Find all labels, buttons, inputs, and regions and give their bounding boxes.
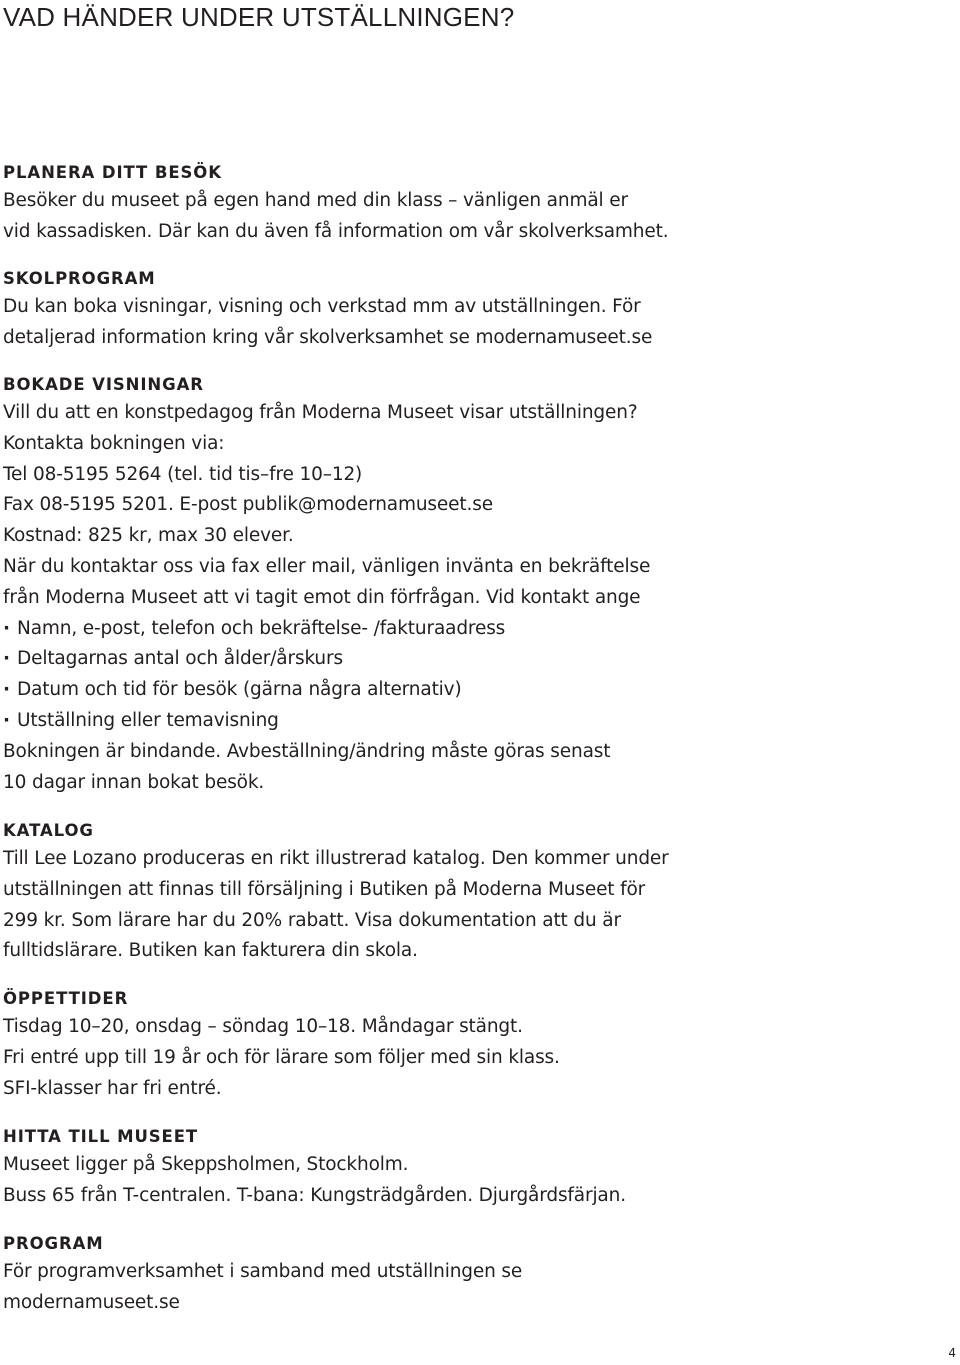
section-heading: ÖPPETTIDER <box>3 989 129 1008</box>
section-heading: PLANERA DITT BESÖK <box>3 163 222 182</box>
body-text-line: SFI-klasser har fri entré. <box>3 1077 222 1099</box>
list-item: · Namn, e-post, telefon och bekräftelse- /fakturaadress <box>3 614 943 645</box>
section-heading: HITTA TILL MUSEET <box>3 1127 199 1146</box>
body-text-line: Bokningen är bindande. Avbeställning/ändring måste göras senast <box>3 740 611 762</box>
body-text-line: Buss 65 från T-centralen. T-bana: Kungsträdgården. Djurgårdsfärjan. <box>3 1184 626 1206</box>
body-text-line: Kontakta bokningen via: <box>3 432 225 454</box>
section-skolprogram <box>3 266 943 354</box>
fax-email-line: Fax 08-5195 5201. E-post publik@modernamuseet.se <box>3 494 493 516</box>
body-text-line: Museet ligger på Skeppsholmen, Stockholm. <box>3 1154 409 1175</box>
section-hitta-till-museet <box>3 1124 943 1212</box>
cost-line: Kostnad: 825 kr, max 30 elever. <box>3 525 294 547</box>
body-text-line: från Moderna Museet att vi tagit emot din förfrågan. Vid kontakt ange <box>3 586 641 608</box>
section-heading: BOKADE VISNINGAR <box>3 375 204 394</box>
body-text-line: Till Lee Lozano produceras en rikt illustrerad katalog. Den kommer under <box>3 848 669 869</box>
section-heading: KATALOG <box>3 821 94 840</box>
section-oppettider <box>3 986 943 1104</box>
list-item: · Datum och tid för besök (gärna några alternativ) <box>3 675 943 706</box>
page-number: 4 <box>948 1346 956 1360</box>
section-planera-ditt-besok <box>3 160 943 248</box>
section-program <box>3 1231 943 1319</box>
body-text-line: 299 kr. Som lärare har du 20% rabatt. Visa dokumentation att du är <box>3 909 621 931</box>
body-text-line: När du kontaktar oss via fax eller mail, vänligen invänta en bekräftelse <box>3 555 651 577</box>
section-bokade-visningar <box>3 372 943 798</box>
section-katalog <box>3 818 943 967</box>
body-text-line: För programverksamhet i samband med utställningen se <box>3 1261 523 1282</box>
body-text-line: Du kan boka visningar, visning och verkstad mm av utställningen. För <box>3 296 641 317</box>
page-title: VAD HÄNDER UNDER UTSTÄLLNINGEN? <box>3 2 515 32</box>
body-text-line: 10 dagar innan bokat besök. <box>3 771 265 793</box>
section-heading: SKOLPROGRAM <box>3 269 156 288</box>
list-item: · Deltagarnas antal och ålder/årskurs <box>3 644 943 675</box>
body-text-line: utställningen att finnas till försäljning i Butiken på Moderna Museet för <box>3 878 646 900</box>
body-text-line: detaljerad information kring vår skolverksamhet se modernamuseet.se <box>3 326 653 348</box>
section-heading: PROGRAM <box>3 1234 104 1253</box>
body-text-line: Besöker du museet på egen hand med din klass – vänligen anmäl er <box>3 190 628 211</box>
phone-line: Tel 08-5195 5264 (tel. tid tis–fre 10–12) <box>3 463 363 485</box>
list-item: · Utställning eller temavisning <box>3 706 943 737</box>
body-text-line: modernamuseet.se <box>3 1291 180 1313</box>
body-text-line: vid kassadisken. Där kan du även få information om vår skolverksamhet. <box>3 220 669 242</box>
body-text-line: fulltidslärare. Butiken kan fakturera din skola. <box>3 940 418 962</box>
body-text-line: Vill du att en konstpedagog från Moderna Museet visar utställningen? <box>3 402 638 423</box>
body-text-line: Fri entré upp till 19 år och för lärare som följer med sin klass. <box>3 1046 560 1068</box>
body-text-line: Tisdag 10–20, onsdag – söndag 10–18. Måndagar stängt. <box>3 1016 523 1037</box>
